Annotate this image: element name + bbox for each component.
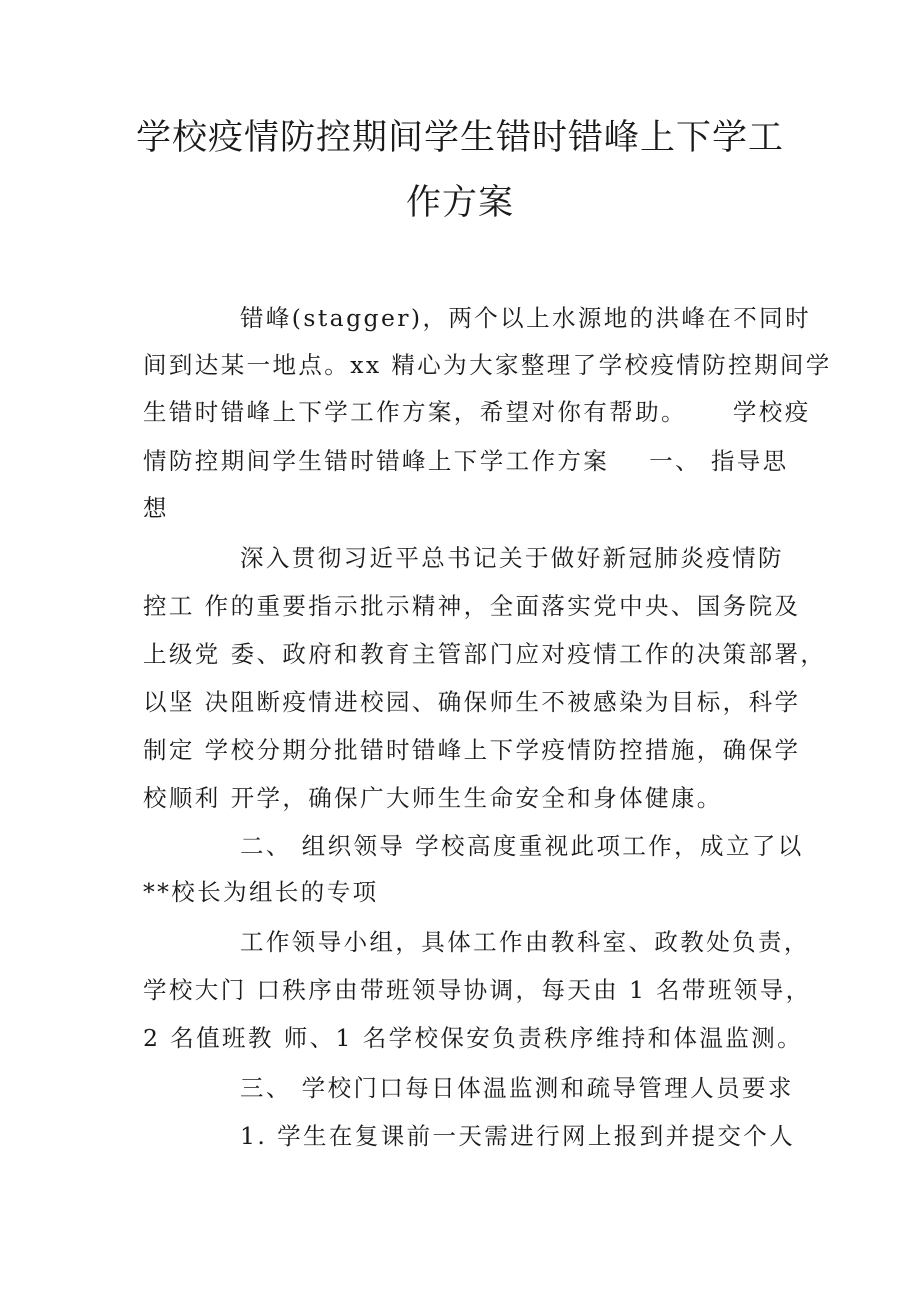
intro-line xyxy=(143,446,789,476)
document-title-line-2: 作方案 xyxy=(405,183,514,223)
guiding-line: 以坚 决阻断疫情进校园、确保师生不被感染为目标，科学 xyxy=(143,688,801,716)
list-item: 1. 学生在复课前一天需进行网上报到并提交个人 xyxy=(240,1122,796,1150)
section-heading-guiding: 一、 指导思 xyxy=(649,447,789,475)
intro-line: 想 xyxy=(143,494,169,522)
leadership-line: 工作领导小组，具体工作由教科室、政教处负责， xyxy=(240,928,810,956)
guiding-line: 上级党 委、政府和教育主管部门应对疫情工作的决策部署， xyxy=(143,640,827,668)
document-title-line-1: 学校疫情防控期间学生错时错峰上下学工 xyxy=(135,118,784,158)
leadership-line: 学校大门 口秩序由带班领导协调，每天由 1 名带班领导， xyxy=(143,976,812,1004)
intro-line: 错峰(stagger)，两个以上水源地的洪峰在不同时 xyxy=(240,304,811,332)
organization-line: **校长为组长的专项 xyxy=(143,878,379,906)
intro-line-part: 情防控期间学生错时错峰上下学工作方案 xyxy=(143,447,610,475)
intro-line-part: 学校疫 xyxy=(732,398,811,426)
guiding-line: 校顺利 开学，确保广大师生生命安全和身体健康。 xyxy=(143,784,723,812)
intro-line xyxy=(143,397,811,427)
guiding-line: 控工 作的重要指示批示精神，全面落实党中央、国务院及 xyxy=(143,592,801,620)
intro-line: 间到达某一地点。xx 精心为大家整理了学校疫情防控期间学 xyxy=(143,351,832,379)
guiding-line: 制定 学校分期分批错时错峰上下学疫情防控措施，确保学 xyxy=(143,736,801,764)
section-heading-3: 三、 学校门口每日体温监测和疏导管理人员要求 xyxy=(240,1074,794,1102)
leadership-line: 2 名值班教 师、1 名学校保安负责秩序维持和体温监测。 xyxy=(143,1024,804,1052)
organization-line: 二、 组织领导 学校高度重视此项工作，成立了以 xyxy=(240,832,804,860)
intro-line-part: 生错时错峰上下学工作方案，希望对你有帮助。 xyxy=(143,398,687,426)
guiding-line: 深入贯彻习近平总书记关于做好新冠肺炎疫情防 xyxy=(240,544,784,572)
